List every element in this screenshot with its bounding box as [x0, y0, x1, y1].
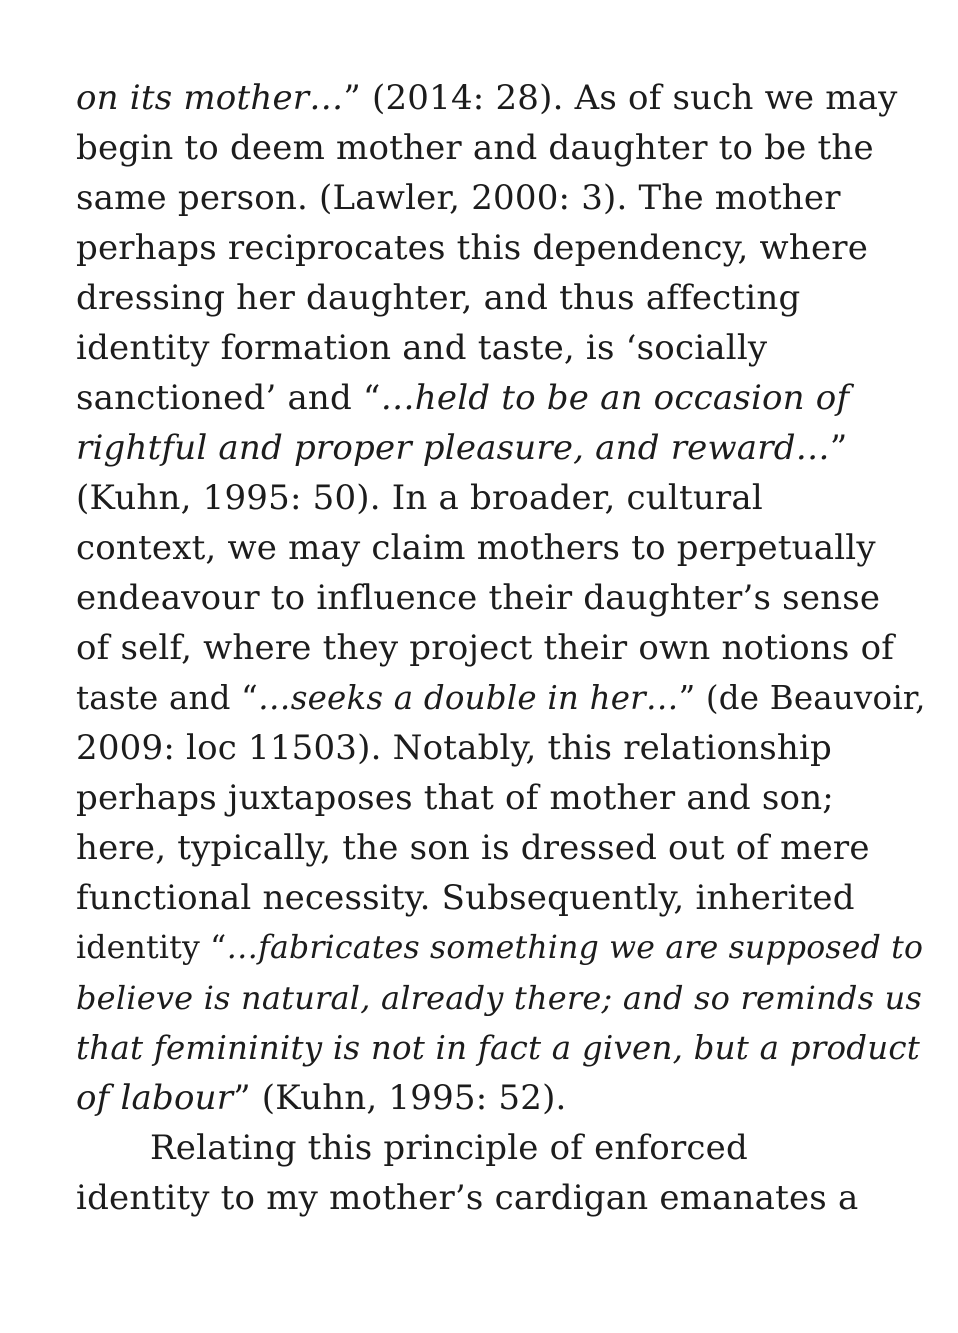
line-23-segment-1: identity to my mother’s cardigan emanates a	[76, 1178, 859, 1218]
text-line-1	[76, 73, 926, 123]
text-line-23	[76, 1173, 926, 1223]
text-line-12	[76, 623, 926, 673]
line-13-segment-3: ” (de Beauvoir,	[678, 679, 926, 717]
line-7-segment-2: …held to be an occasion of	[380, 378, 850, 418]
text-line-10	[76, 523, 926, 573]
line-21-segment-1: of labour	[76, 1078, 234, 1118]
text-line-20	[76, 1023, 926, 1073]
line-22-segment-1: Relating this principle of enforced	[150, 1128, 748, 1168]
line-14-segment-1: 2009: loc 11503). Notably, this relationship	[76, 728, 833, 768]
text-line-14	[76, 723, 926, 773]
text-line-8	[76, 423, 926, 473]
line-2-segment-1: begin to deem mother and daughter to be the	[76, 128, 874, 168]
text-line-21	[76, 1073, 926, 1123]
text-line-18	[76, 923, 926, 973]
document-page	[76, 73, 926, 1223]
line-19-segment-1: believe is natural, already there; and so reminds us	[76, 979, 923, 1017]
text-line-2	[76, 123, 926, 173]
text-line-17	[76, 873, 926, 923]
line-18-segment-1: identity “	[76, 930, 227, 966]
line-8-segment-1: rightful and proper pleasure, and reward…	[76, 428, 830, 468]
line-8-segment-2: ”	[829, 428, 848, 468]
line-15-segment-1: perhaps juxtaposes that of mother and son;	[76, 778, 834, 818]
text-line-19	[76, 973, 926, 1023]
line-6-segment-1: identity formation and taste, is ‘socially	[76, 328, 768, 368]
line-4-segment-1: perhaps reciprocates this dependency, where	[76, 228, 869, 268]
line-21-segment-2: ” (Kuhn, 1995: 52).	[233, 1078, 567, 1118]
text-line-4	[76, 223, 926, 273]
line-18-segment-2: …fabricates something we are supposed to	[226, 930, 924, 966]
line-9-segment-1: (Kuhn, 1995: 50). In a broader, cultural	[76, 478, 763, 518]
line-17-segment-1: functional necessity. Subsequently, inherited	[76, 878, 855, 918]
text-line-7	[76, 373, 926, 423]
line-3-segment-1: same person. (Lawler, 2000: 3). The mother	[76, 178, 841, 218]
text-line-3	[76, 173, 926, 223]
text-line-6	[76, 323, 926, 373]
line-12-segment-1: of self, where they project their own notions of	[76, 628, 895, 668]
line-13-segment-1: taste and “	[76, 679, 258, 717]
line-1-segment-2: ” (2014: 28). As of such we may	[343, 78, 898, 118]
text-line-22	[76, 1123, 926, 1173]
line-10-segment-1: context, we may claim mothers to perpetually	[76, 528, 876, 568]
text-line-5	[76, 273, 926, 323]
line-20-segment-1: that femininity is not in fact a given, but a product	[76, 1029, 921, 1067]
text-line-13	[76, 673, 926, 723]
line-5-segment-1: dressing her daughter, and thus affecting	[76, 278, 801, 318]
text-line-9	[76, 473, 926, 523]
text-line-15	[76, 773, 926, 823]
line-13-segment-2: …seeks a double in her…	[258, 679, 679, 717]
text-line-11	[76, 573, 926, 623]
line-7-segment-1: sanctioned’ and “	[76, 378, 381, 418]
line-11-segment-1: endeavour to influence their daughter’s sense	[76, 578, 881, 618]
text-line-16	[76, 823, 926, 873]
line-16-segment-1: here, typically, the son is dressed out of mere	[76, 828, 870, 868]
line-1-segment-1: on its mother…	[76, 78, 344, 118]
